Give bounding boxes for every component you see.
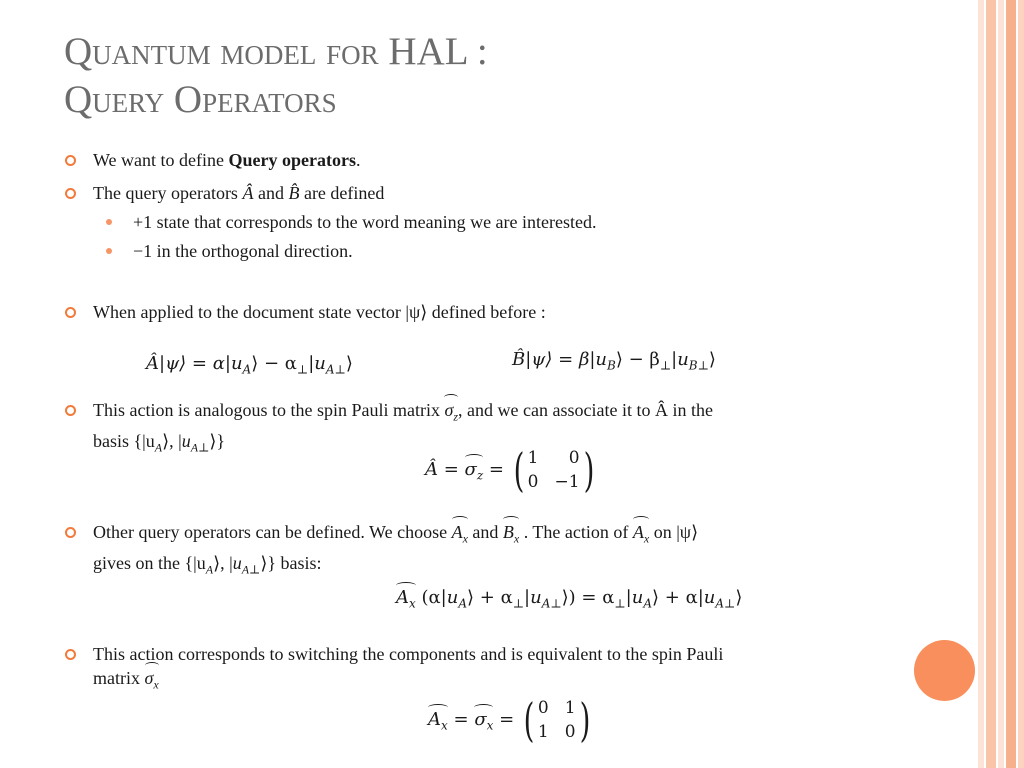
bullet-ring-icon [65,155,76,166]
title-line-1: Quantum model for HAL : [64,30,488,73]
text: matrix [93,668,145,688]
matrix-cell: 0 [568,448,580,468]
text: and [253,183,289,203]
bullet-dot-icon [106,248,112,254]
text: +1 state that corresponds to the word meaning we are interested. [133,212,597,232]
text: gives on the {|u [93,552,206,573]
matrix-cell: −1 [554,472,580,492]
bullet-ring-icon [65,307,76,318]
text: . The action of [519,522,633,542]
bullet-applied-document [93,300,913,324]
equation-sigma-x: $A_x = \sigma_x$ = ( 0 1 1 0 ) [428,696,593,744]
matrix-cell: 0 [564,722,576,742]
text: This action corresponds to switching the components and is equivalent to the spin Pauli [93,644,724,664]
text: and [467,522,503,542]
equation-b-psi: B̂|ψ⟩ = $\beta|u_B⟩$ − $\beta_\perp|u_{B\perp}⟩$ [512,349,716,373]
bullet-other-operators: Other query operators can be defined. We choose $A_x$ and $B_x$ . The action of $A_x$ on |ψ⟩ gives on the {$|u_A⟩$, $|u_{A\perp}⟩$} basis: [93,520,913,581]
decorative-circle [914,640,975,701]
bullet-define-query [93,148,913,172]
math-b-hat: B̂ [288,183,300,203]
slide-title [64,28,944,124]
bullet-query-operators [93,181,913,205]
text: The query operators [93,183,243,203]
bullet-ring-icon [65,188,76,199]
bullet-ring-icon [65,649,76,660]
bullet-ring-icon [65,405,76,416]
matrix-cell: 1 [527,448,539,468]
sub-bullet-plus-one [133,210,893,234]
decorative-stripes [978,0,1024,768]
text: . [355,150,361,170]
matrix-sigma-z: ( 1 0 0 −1 ) [513,443,594,497]
text: Other query operators can be defined. We choose [93,522,452,542]
matrix-sigma-x: ( 0 1 1 0 ) [523,693,590,747]
text: are defined [299,183,385,203]
bullet-dot-icon [106,219,112,225]
matrix-cell: 0 [537,698,549,718]
equation-ax-action: $A_x$ ($\alpha|u_A⟩$ + $\alpha_\perp|u_{A\perp}⟩$) = $\alpha_\perp|u_A⟩$ + $\alpha|u_{A\perp}⟩$ [396,586,742,616]
sub-bullet-minus-one [133,239,893,263]
equation-a-psi: Â|ψ⟩ = $\alpha|u_A⟩$ − $\alpha_\perp|u_{A\perp}⟩$ [146,353,353,377]
bullet-pauli-analogy: This action is analogous to the spin Pauli matrix $\sigma_z$, and we can associate it to Â in the basis {$|u_A⟩$, $|u_{A\perp}⟩$} [93,398,913,459]
eq-part: B̂|ψ⟩ = β|u [512,349,608,370]
matrix-cell: 0 [527,472,539,492]
equation-sigma-z: Â = $\sigma_z$ = ( 1 0 0 −1 ) [425,446,597,494]
text: This action is analogous to the spin Pauli matrix [93,400,445,420]
text: We want to define [93,150,229,170]
matrix-cell: 1 [564,698,576,718]
eq-part: Â|ψ⟩ = α|u [146,353,243,374]
text: basis {|u [93,430,155,451]
text: −1 in the orthogonal direction. [133,241,353,261]
bold-text: Query operators [228,150,356,170]
text: , and we can associate it to Â in the [458,400,713,420]
text: on |ψ⟩ [649,522,699,542]
bullet-ring-icon [65,527,76,538]
math-a-hat: Â [242,183,254,203]
title-line-2: Query Operators [64,78,337,121]
bullet-switching-components: This action corresponds to switching the components and is equivalent to the spin Pauli matrix $\sigma_x$ [93,642,913,697]
text: When applied to the document state vector |ψ⟩ defined before : [93,302,546,322]
matrix-cell: 1 [537,722,549,742]
